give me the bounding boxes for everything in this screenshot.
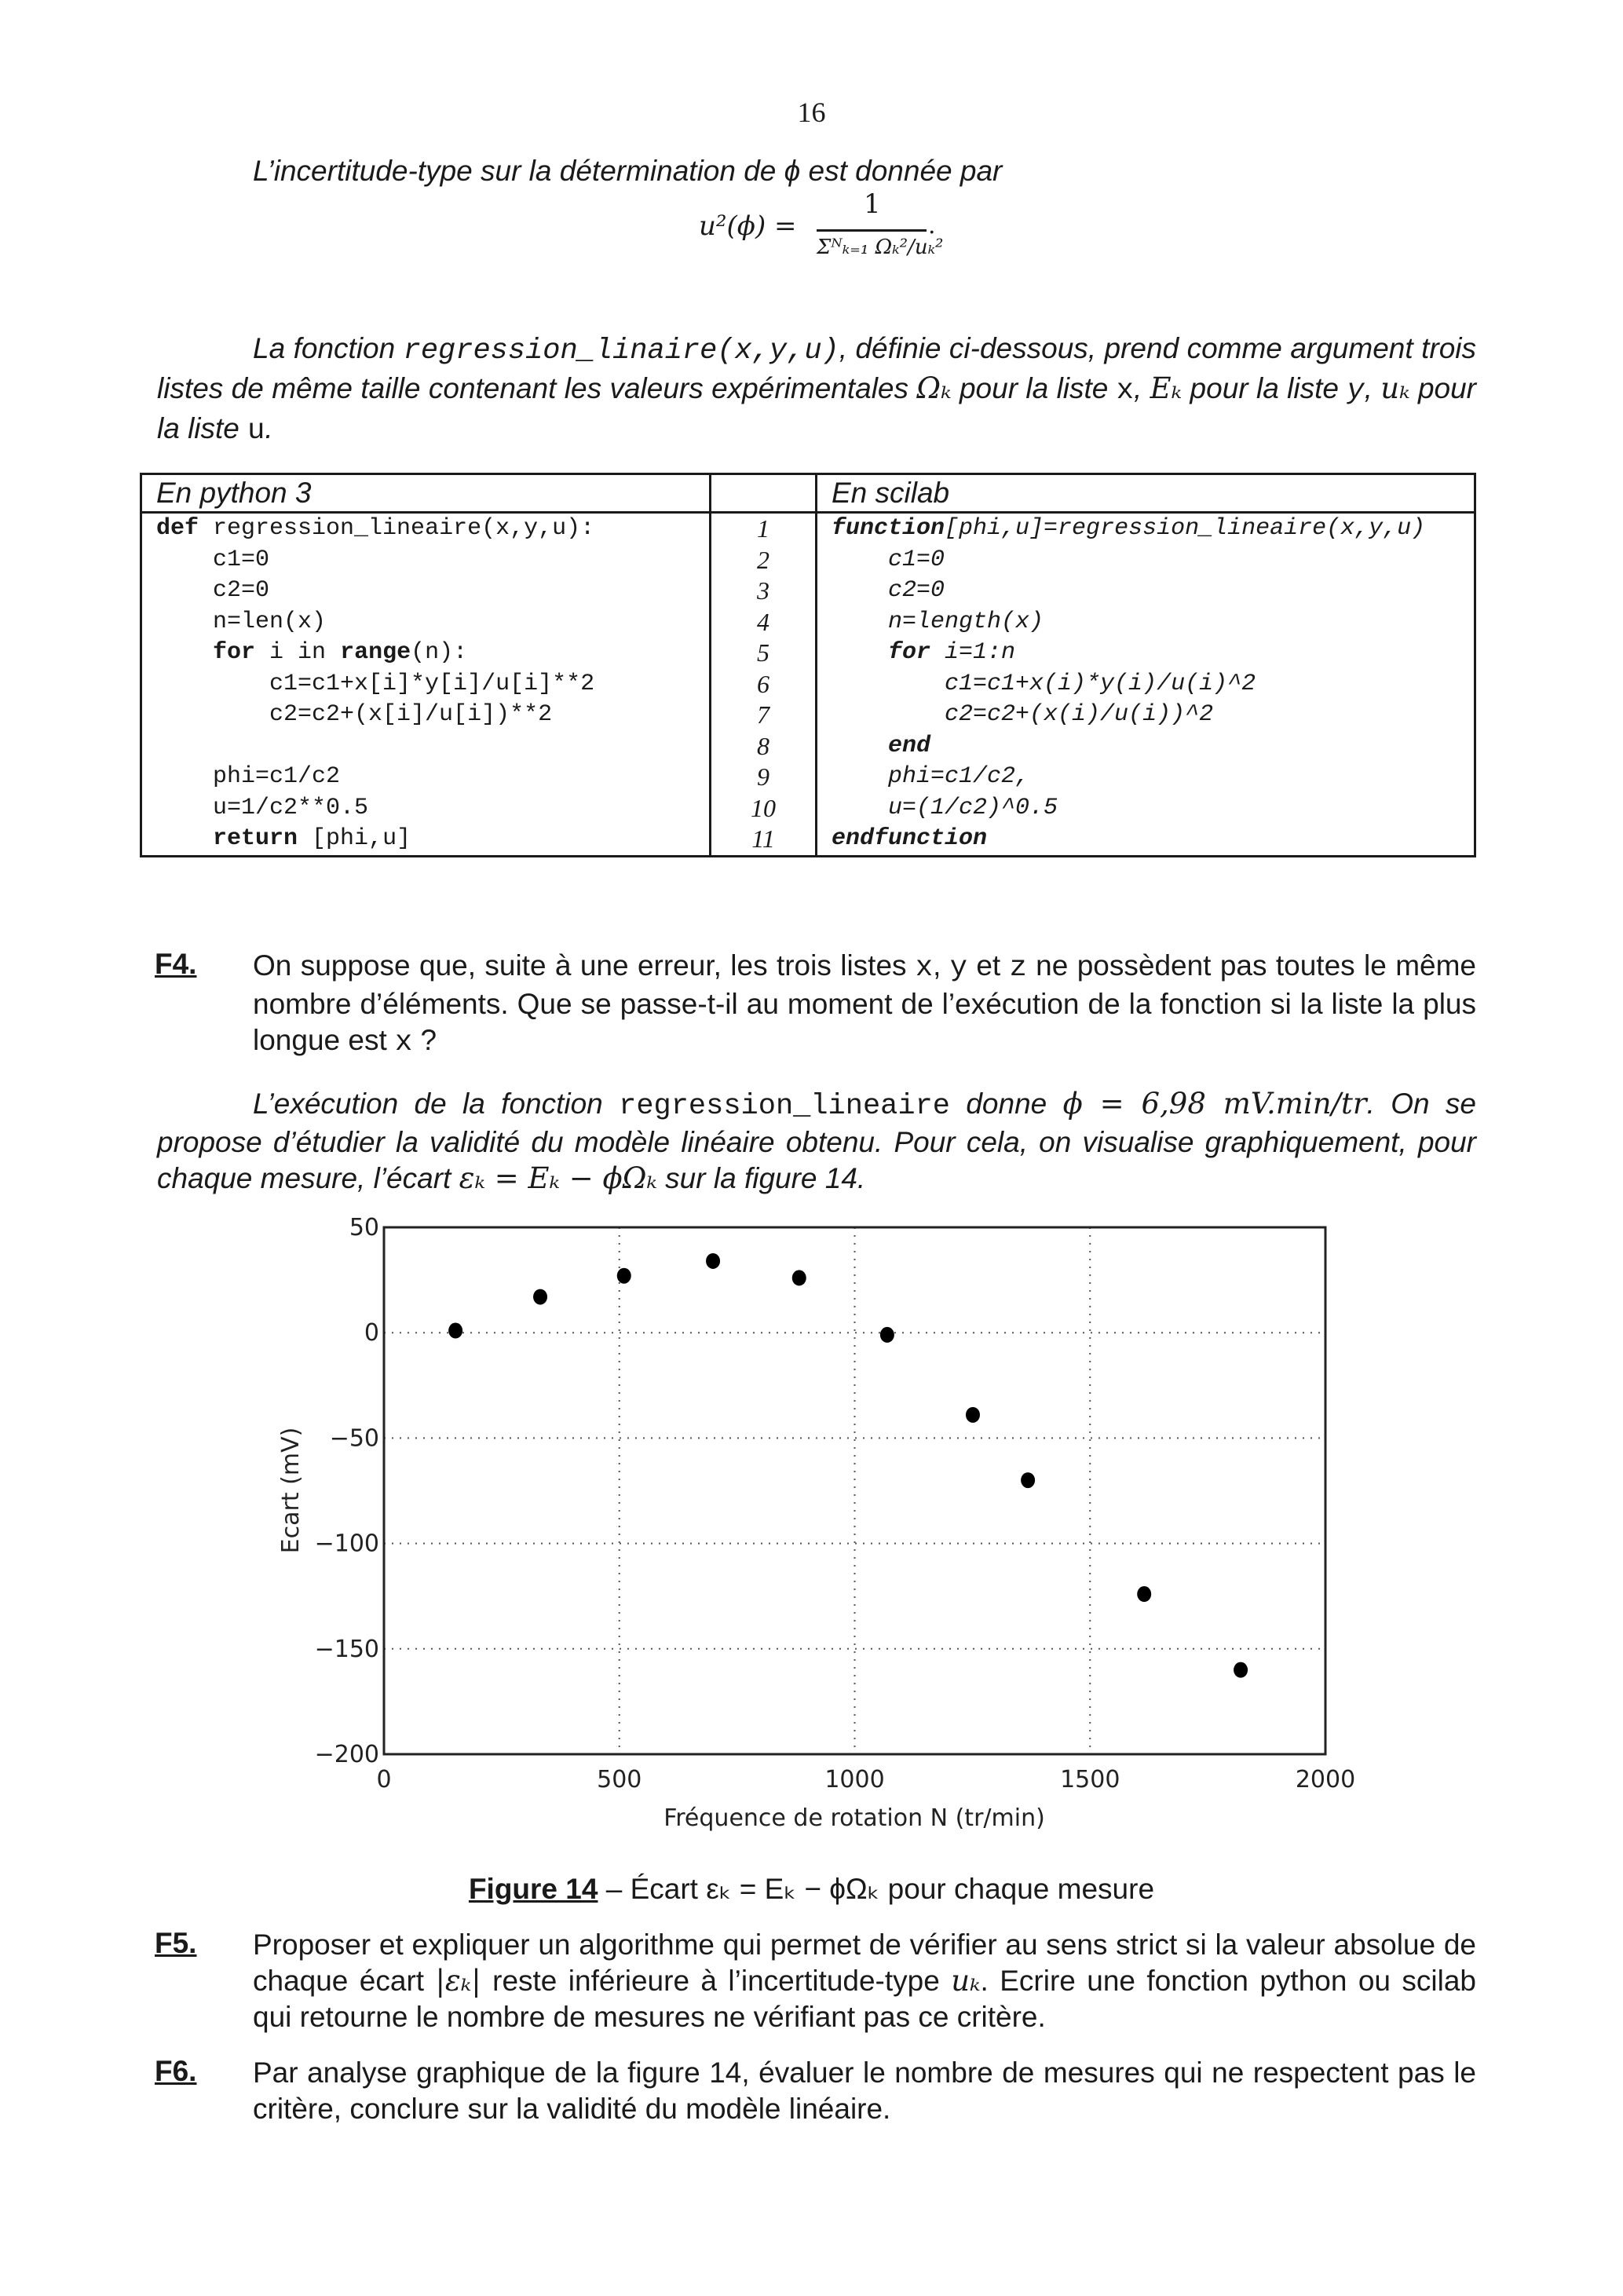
x-tick-label: 500 [597, 1766, 642, 1793]
line-number: 3 [757, 576, 769, 605]
header-python: En python 3 [141, 474, 711, 513]
scilab-code-line: c2=c2+(x(i)/u(i))^2 [832, 701, 1214, 728]
uncertainty-formula [699, 188, 1029, 322]
y-axis-label: Ecart (mV) [277, 1427, 305, 1554]
line-number: 5 [757, 638, 769, 667]
data-point [880, 1327, 894, 1343]
function-description: La fonction regression_linaire(x,y,u), définie ci-dessous, prend comme argument trois listes de même taille contenant les valeurs expérimentales Ωₖ pour la liste x, Eₖ pour la liste y, uₖ pour la liste u. [157, 332, 1476, 448]
data-point [792, 1270, 806, 1285]
code-comparison-table [140, 473, 1476, 857]
python-code-line: for i in range(n): [213, 639, 468, 666]
question-f4-label: F4. [155, 948, 197, 980]
data-point [617, 1268, 631, 1284]
question-f6-text: Par analyse graphique de la figure 14, évaluer le nombre de mesures qui ne respectent pas le critère, conclure sur la validité du modèle linéaire. [253, 2057, 1476, 2125]
python-code-line: return [phi,u] [213, 825, 411, 852]
python-code-line: c2=c2+(x[i]/u[i])**2 [156, 701, 553, 728]
line-number: 11 [751, 824, 775, 853]
page-number: 16 [797, 97, 826, 128]
x-tick-label: 2000 [1295, 1766, 1356, 1793]
intro-sentence: L’incertitude-type sur la détermination de ϕ est donnée par [253, 155, 1003, 187]
formula-lhs: u²(ϕ) = [699, 210, 797, 242]
figure-number: Figure 14 [468, 1873, 598, 1905]
scilab-code-line: for i=1:n [888, 639, 1016, 666]
python-code-line: c1=c1+x[i]*y[i]/u[i]**2 [156, 670, 595, 697]
header-scilab: En scilab [817, 474, 1475, 513]
python-code-line: phi=c1/c2 [156, 763, 341, 790]
scilab-code-line: c1=c1+x(i)*y(i)/u(i)^2 [832, 670, 1256, 697]
y-tick-label: 50 [349, 1214, 379, 1241]
python-code-line: n=len(x) [156, 608, 327, 635]
scilab-code [817, 513, 1475, 857]
python-code-line: u=1/c2**0.5 [156, 794, 369, 821]
line-number: 10 [751, 793, 776, 822]
line-number: 9 [757, 762, 769, 791]
formula-numerator: 1 [864, 188, 881, 220]
question-f5-text: Proposer et expliquer un algorithme qui permet de vérifier au sens strict si la valeur absolue de chaque écart |εₖ| reste inférieure à l’incertitude-type uₖ. Ecrire une fonction python ou scilab qui retourne le nombre de mesures ne vérifiant pas ce critère. [253, 1929, 1476, 2033]
scilab-code-line: u=(1/c2)^0.5 [832, 794, 1058, 821]
data-point [533, 1289, 547, 1305]
y-tick-label: −50 [329, 1424, 379, 1453]
scilab-code-line: endfunction [832, 825, 988, 852]
line-number: 2 [757, 545, 769, 574]
scilab-code-line: c2=0 [832, 577, 945, 604]
question-f4-text: On suppose que, suite à une erreur, les trois listes x, y et z ne possèdent pas toutes le même nombre d’éléments. Que se passe-t-il au moment de l’exécution de la fonction si la liste la plus longue est x ? [253, 949, 1476, 1059]
data-point [706, 1253, 720, 1269]
data-point [1137, 1586, 1151, 1602]
x-axis-label: Fréquence de rotation N (tr/min) [663, 1804, 1045, 1832]
formula-end: . [928, 212, 936, 239]
regression-result-paragraph: L’exécution de la fonction regression_lineaire donne ϕ = 6,98 mV.min/tr. On se propose d’étudier la validité du modèle linéaire obtenu. Pour cela, on visualise graphiquement, pour chaque mesure, l’écart εₖ = Eₖ − ϕΩₖ sur la figure 14. [157, 1087, 1477, 1195]
question-f5-label: F5. [155, 1927, 197, 1959]
header-line-numbers [711, 474, 817, 513]
x-tick-label: 1500 [1060, 1766, 1120, 1793]
line-number: 6 [757, 669, 769, 698]
y-tick-label: −150 [314, 1635, 379, 1663]
x-tick-label: 0 [376, 1766, 392, 1793]
data-point [1021, 1472, 1035, 1488]
y-tick-label: −200 [314, 1741, 379, 1768]
python-code [141, 513, 711, 857]
scilab-code-line: phi=c1/c2, [832, 763, 1030, 790]
line-number: 1 [757, 514, 769, 543]
inline-code: regression_linaire(x,y,u) [403, 335, 839, 367]
formula-denominator: Σᴺₖ₌₁ Ωₖ²/uₖ² [817, 236, 944, 259]
chart-grid [384, 1227, 1325, 1754]
data-points [448, 1253, 1248, 1678]
python-code-line: c1=0 [156, 546, 270, 573]
figure-caption: Figure 14 – Écart εₖ = Eₖ − ϕΩₖ pour chaque mesure [468, 1873, 1155, 1905]
question-f6-label: F6. [155, 2055, 197, 2087]
line-numbers [711, 513, 817, 857]
python-code-line: def regression_lineaire(x,y,u): [156, 515, 595, 542]
y-tick-label: 0 [364, 1319, 379, 1347]
data-point [1234, 1662, 1248, 1678]
data-point [448, 1323, 462, 1339]
line-number: 7 [757, 700, 769, 729]
scilab-code-line: c1=0 [832, 546, 945, 573]
line-number: 4 [757, 607, 769, 636]
line-number: 8 [757, 731, 769, 760]
python-code-line [142, 731, 709, 762]
x-tick-label: 1000 [824, 1766, 885, 1793]
y-tick-label: −100 [314, 1530, 379, 1558]
data-point [966, 1407, 980, 1423]
scilab-code-line: function[phi,u]=regression_lineaire(x,y,u) [832, 515, 1426, 542]
scilab-code-line: n=length(x) [832, 608, 1044, 635]
axis-ticks [315, 1214, 1356, 1793]
python-code-line: c2=0 [156, 577, 270, 604]
fraction-bar [817, 229, 927, 232]
scatter-chart-figure-14 [267, 1209, 1390, 1837]
scilab-code-line: end [888, 732, 931, 759]
